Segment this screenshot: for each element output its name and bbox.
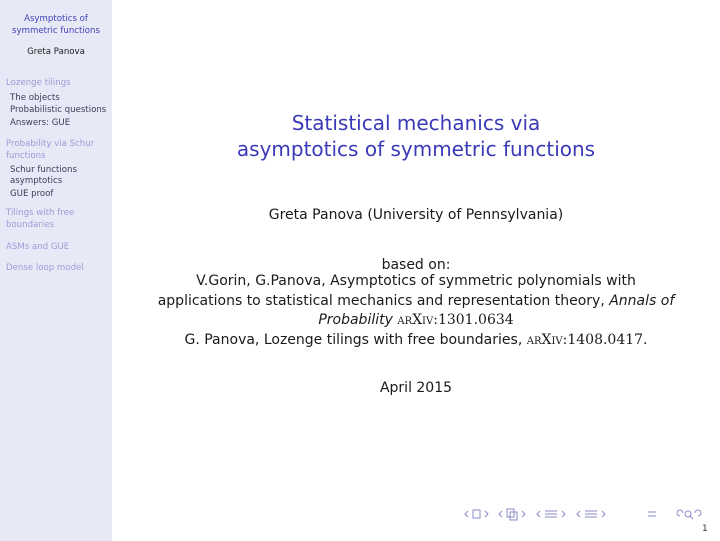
nav-prev-section-icon[interactable] xyxy=(537,511,540,517)
nav-frame-icon[interactable] xyxy=(473,510,480,518)
slide-title-line2: asymptotics of symmetric functions xyxy=(236,137,596,161)
sidebar-section-tilings-line1: Tilings with free xyxy=(6,208,75,218)
sidebar-title-line2[interactable]: symmetric functions xyxy=(12,26,100,36)
sidebar-section-tilings-free-boundaries[interactable] xyxy=(6,207,110,231)
sidebar-sub-gue-proof[interactable]: GUE proof xyxy=(10,189,54,199)
sidebar-author: Greta Panova xyxy=(27,47,85,57)
reference-2-arxiv-id[interactable]: :1408.0417. xyxy=(562,332,648,348)
slide-based-on: based on: xyxy=(381,257,451,273)
nav-next-part-icon[interactable] xyxy=(602,511,605,517)
reference-1-journal-a: Annals of xyxy=(609,293,675,309)
nav-search-icon[interactable] xyxy=(685,511,693,519)
nav-next-section-icon[interactable] xyxy=(562,511,565,517)
reference-1-journal-b: Probability xyxy=(318,312,393,328)
reference-2 xyxy=(112,330,720,350)
sidebar-sub-the-objects[interactable]: The objects xyxy=(10,93,60,103)
reference-1-arxiv-id[interactable]: :1301.0634 xyxy=(433,312,514,328)
reference-2-text: G. Panova, Lozenge tilings with free boundaries, xyxy=(184,332,523,348)
sidebar-section-probability-schur[interactable] xyxy=(6,138,110,162)
slide-author: Greta Panova (University of Pennsylvania) xyxy=(268,207,564,223)
nav-next-subsection-icon[interactable] xyxy=(522,511,525,517)
nav-undo-icon[interactable] xyxy=(677,510,683,516)
reference-1-arxiv-label[interactable]: arXiv xyxy=(397,312,434,328)
reference-2-arxiv-label[interactable]: arXiv xyxy=(526,332,563,348)
sidebar-sub-schur-functions[interactable]: Schur functions xyxy=(10,165,77,175)
slide-date: April 2015 xyxy=(379,380,453,396)
sidebar-title-line1[interactable]: Asymptotics of xyxy=(24,14,88,24)
sidebar-section-probability-schur-line1: Probability via Schur xyxy=(6,139,95,149)
sidebar-sub-probabilistic-questions[interactable]: Probabilistic questions xyxy=(10,105,107,115)
navigation-bar xyxy=(462,506,702,522)
reference-1-line2 xyxy=(112,291,720,311)
sidebar-sub-answers-gue[interactable]: Answers: GUE xyxy=(10,118,71,128)
nav-subsection-icon[interactable] xyxy=(507,509,517,520)
nav-redo-icon[interactable] xyxy=(695,510,701,516)
nav-menu-icon[interactable] xyxy=(648,512,656,516)
sidebar-sub-asymptotics[interactable]: asymptotics xyxy=(10,176,63,186)
reference-1-line1: V.Gorin, G.Panova, Asymptotics of symmetric polynomials with xyxy=(196,273,636,289)
nav-section-icon[interactable] xyxy=(545,511,557,517)
nav-prev-subsection-icon[interactable] xyxy=(499,511,502,517)
nav-prev-part-icon[interactable] xyxy=(577,511,580,517)
page-number: 1 xyxy=(702,524,708,534)
nav-next-frame-icon[interactable] xyxy=(485,511,488,517)
slide-title-line1: Statistical mechanics via xyxy=(291,111,541,135)
sidebar-section-tilings-line2: boundaries xyxy=(6,220,55,230)
nav-prev-frame-icon[interactable] xyxy=(465,511,468,517)
nav-part-icon[interactable] xyxy=(585,511,597,517)
reference-1-line3 xyxy=(112,310,720,330)
sidebar-section-asms-gue[interactable]: ASMs and GUE xyxy=(6,242,70,252)
sidebar xyxy=(0,0,112,541)
sidebar-section-probability-schur-line2: functions xyxy=(6,151,46,161)
reference-1-text: applications to statistical mechanics and representation theory, xyxy=(157,293,605,309)
sidebar-section-lozenge-tilings[interactable]: Lozenge tilings xyxy=(6,78,71,88)
sidebar-section-dense-loop-model[interactable]: Dense loop model xyxy=(6,263,84,273)
